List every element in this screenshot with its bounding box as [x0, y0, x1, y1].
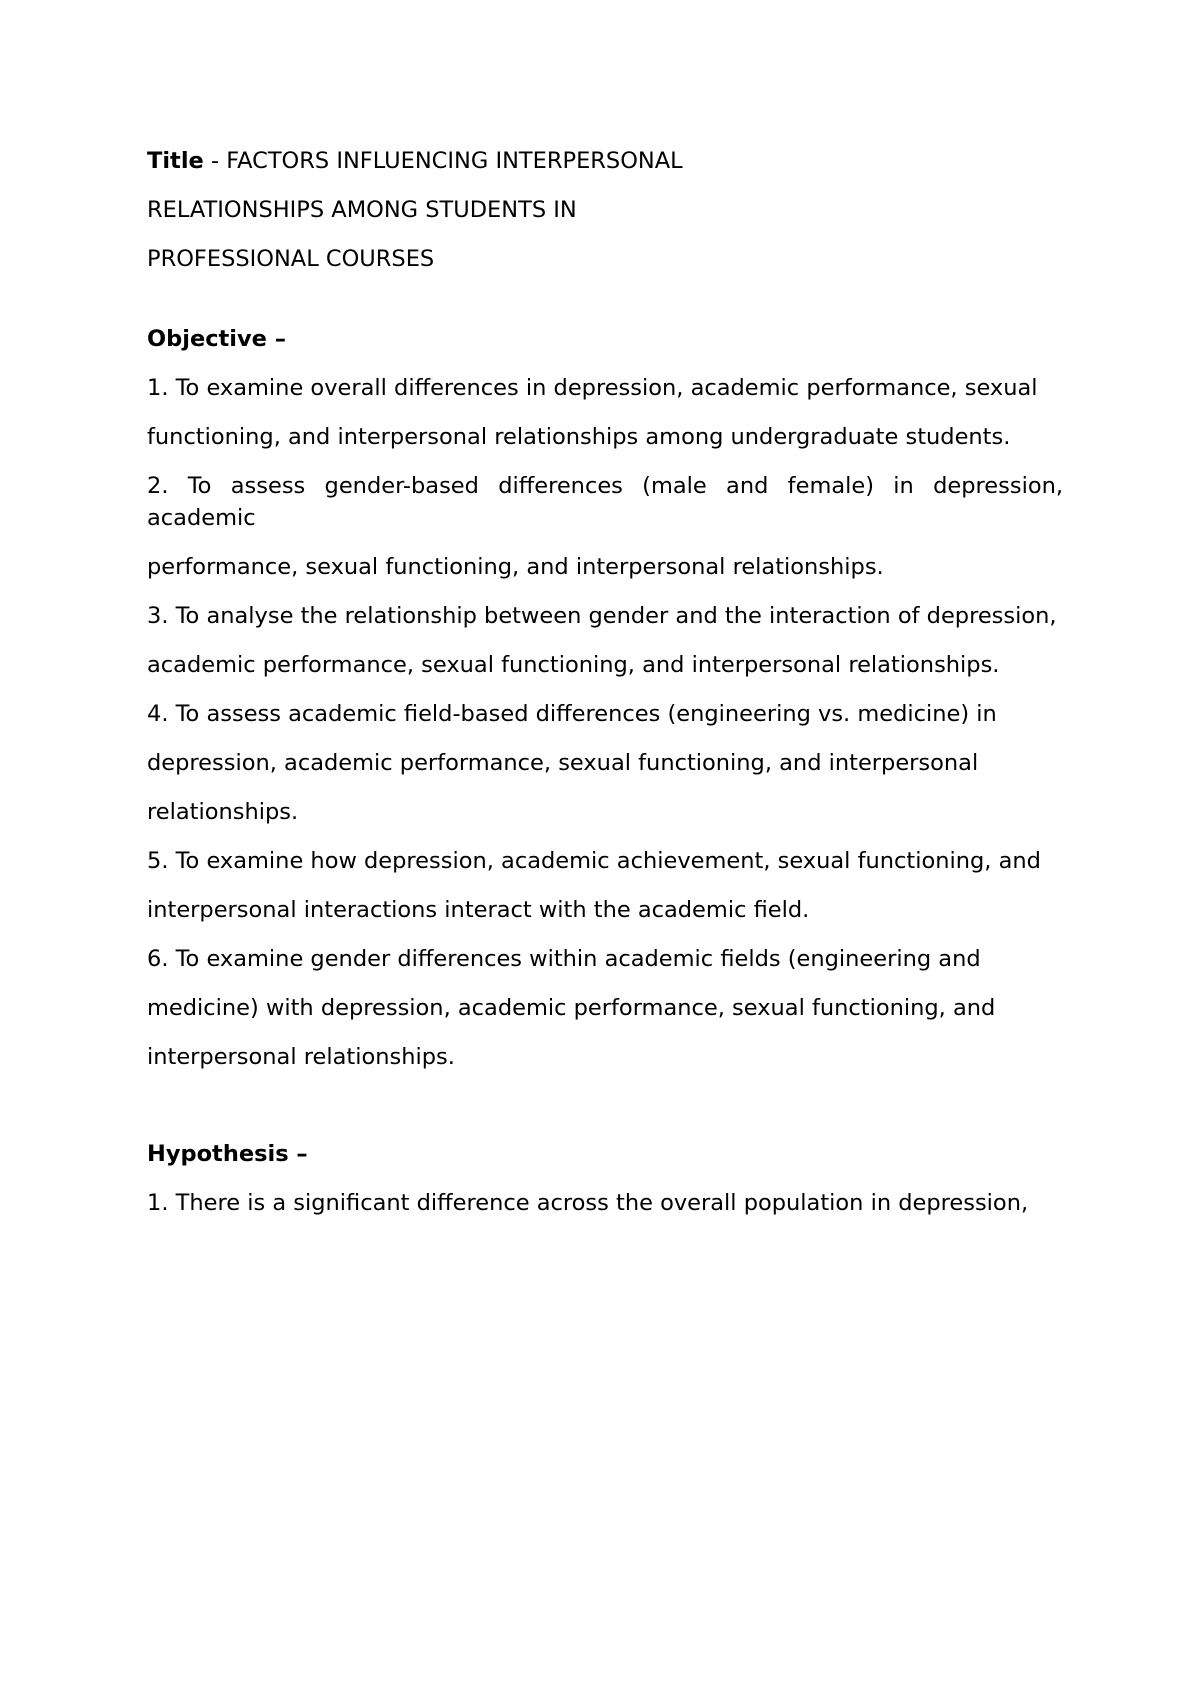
title-separator: - [203, 148, 227, 174]
objective-line-1: 1. To examine overall differences in depression, academic performance, sexual [147, 375, 1038, 401]
section-spacer [147, 275, 1063, 323]
title-text-1: FACTORS INFLUENCING INTERPERSONAL [226, 148, 683, 174]
objective-line-3: 2. To assess gender-based differences (male and female) in depression, academic [147, 473, 1063, 531]
section-spacer-2 [147, 1090, 1063, 1138]
title-line-2: RELATIONSHIPS AMONG STUDENTS IN [147, 197, 577, 223]
objective-line-13: medicine) with depression, academic performance, sexual functioning, and [147, 995, 996, 1021]
objective-line-5: 3. To analyse the relationship between gender and the interaction of depression, [147, 603, 1057, 629]
objective-line-6: academic performance, sexual functioning, and interpersonal relationships. [147, 652, 1000, 678]
objective-line-10: 5. To examine how depression, academic achievement, sexual functioning, and [147, 848, 1041, 874]
objective-line-8: depression, academic performance, sexual functioning, and interpersonal [147, 750, 979, 776]
title-line-3: PROFESSIONAL COURSES [147, 246, 435, 272]
title-label: Title [147, 148, 204, 174]
objective-line-4: performance, sexual functioning, and interpersonal relationships. [147, 554, 884, 580]
title-line-1 [147, 145, 1063, 177]
objective-line-14: interpersonal relationships. [147, 1044, 455, 1070]
objective-heading: Objective – [147, 326, 287, 352]
objective-line-9: relationships. [147, 799, 299, 825]
objective-line-7: 4. To assess academic field-based differences (engineering vs. medicine) in [147, 701, 997, 727]
hypothesis-heading: Hypothesis – [147, 1141, 308, 1167]
objective-line-11: interpersonal interactions interact with the academic field. [147, 897, 810, 923]
document-page [147, 145, 1063, 1236]
objective-line-2: functioning, and interpersonal relationships among undergraduate students. [147, 424, 1011, 450]
objective-line-12: 6. To examine gender differences within academic fields (engineering and [147, 946, 981, 972]
hypothesis-line-1: 1. There is a significant difference across the overall population in depression, [147, 1190, 1029, 1216]
